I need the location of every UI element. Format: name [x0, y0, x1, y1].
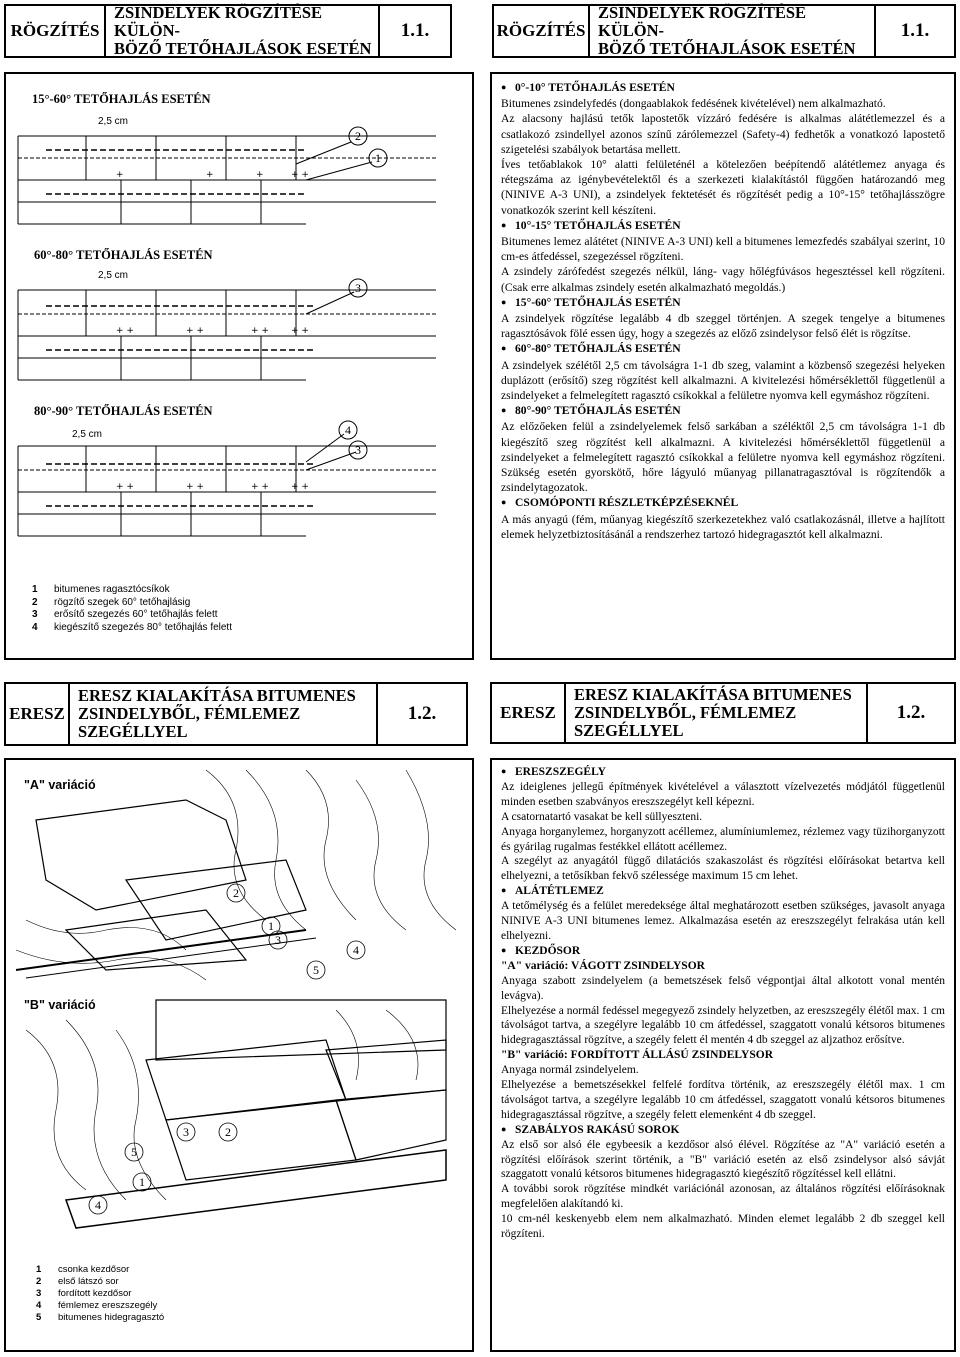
- svg-text:+ +: + +: [251, 482, 269, 492]
- paragraph: 10 cm-nél keskenyebb elem nem alkalmazható. Minden elemet legalább 2 db szeggel kell rögzíteni.: [501, 1213, 945, 1241]
- legend-item: 4 kiegészítő szegezés 80° tetőhajlás felett: [32, 621, 232, 633]
- section-heading: ● KEZDŐSOR: [501, 944, 581, 957]
- section-heading: ● 60°-80° TETŐHAJLÁS ESETÉN: [501, 342, 681, 356]
- wood-grain-a: [16, 770, 456, 980]
- section-heading: ● 0°-10° TETŐHAJLÁS ESETÉN: [501, 81, 675, 94]
- shingle-grid-2: [18, 290, 436, 380]
- paragraph: Az előzőeken felül a zsindelyelemek felső sarkában a széléktől 2,5 cm távolságra 1-1 db kiegészítő szeg rögzítést kell alkalmazni. A kivitelezési hőmérséklettől függetlenül a zsindelyeket a felmelegített ragasztó csíkokkal a felületre nyomva kell egymáshoz rögzíteni. Szükség esetén gyorskötő, hőre lágyuló műanyag pillanatragasztóval is rögzítendők a zsindelytagozatok.: [501, 420, 945, 495]
- paragraph: A zsindelyek szélétől 2,5 cm távolságra 1-1 db szeg, valamint a közbenső szegezési helyeken duplázott (erősítő) szeg rögzítést kell alkalmazni. A kivitelezési hőmérséklettől függetlenül a zsindelyeket a felmelegített ragasztó csíkokkal a felületre nyomva kell egymáshoz rögzíteni.: [501, 358, 945, 403]
- header-number: 1.1.: [400, 20, 430, 41]
- eaves-figure: [4, 758, 474, 1352]
- bottom-left-header: [4, 682, 468, 746]
- section-label-60-80: 60°-80° TETŐHAJLÁS ESETÉN: [34, 248, 213, 262]
- callout-3: 3: [355, 281, 361, 295]
- svg-text:+ +: + +: [116, 482, 134, 492]
- section-heading: ● CSOMÓPONTI RÉSZLETKÉPZÉSEKNÉL: [501, 496, 739, 510]
- section-heading: ● ERESZSZEGÉLY: [501, 766, 606, 778]
- svg-text:3: 3: [275, 933, 281, 947]
- paragraph: A más anyagú (fém, műanyag kiegészítő szerkezetekhez való csatlakozásnál, illetve a hajlított elemek helyzetbiztosításánál a rendszerhez tartozó hidegragasztót kell alkalmazni.: [501, 512, 945, 541]
- svg-text:+ +: + +: [291, 326, 309, 336]
- section-label-15-60: 15°-60° TETŐHAJLÁS ESETÉN: [32, 92, 211, 106]
- header-title: ZSINDELYEK RÖGZÍTÉSE KÜLÖN- BÖZŐ TETŐHAJLÁSOK ESETÉN: [590, 6, 876, 56]
- paragraph: Anyaga szabott zsindelyelem (a bemetszések felső végpontjai által alkotott vonal mentén levágva).: [501, 974, 945, 1002]
- dimension-label: 2,5 cm: [98, 270, 129, 281]
- paragraph: Elhelyezése a normál fedéssel megegyező zsindely helyzetben, az ereszszegély élétől max. 1 cm távolságot tartva, a szegélyre legalább 10 cm átfedéssel, szaggatott vonalú kétsoros bitumenes hidegragasztással rögzítve, a szegély felett él mentén 4 db szeggel az aljzathoz erősítve.: [501, 1004, 945, 1047]
- header-title: ZSINDELYEK RÖGZÍTÉSE KÜLÖN- BÖZŐ TETŐHAJLÁSOK ESETÉN: [106, 6, 380, 56]
- legend-item: 1 csonka kezdősor: [36, 1264, 130, 1275]
- eaves-drawing: [6, 760, 474, 1240]
- svg-text:4: 4: [353, 943, 359, 957]
- bullet-icon: ●: [501, 343, 507, 354]
- legend-item: 3 erősítő szegezés 60° tetőhajlás felett: [32, 609, 218, 620]
- bullet-icon: ●: [501, 497, 507, 508]
- shingle-grid-1: [18, 136, 436, 224]
- callout-4: 4: [345, 423, 351, 437]
- svg-text:+ +: + +: [251, 326, 269, 336]
- shingles-b: [66, 1000, 446, 1228]
- legend-item: 5 bitumenes hidegragasztó: [36, 1312, 165, 1323]
- shingles-a: [16, 800, 316, 978]
- paragraph: Elhelyezése a bemetszésekkel felfelé fordítva történik, az ereszszegély élétől max. 1 cm távolságot tartva, a szegélyre legalább 10 cm átfedéssel, szaggatott vonalú kétsoros bitumenes hidegragasztással rögzítve, a szegély felett elemenként 4 db szeggel.: [501, 1079, 945, 1121]
- bullet-icon: ●: [501, 296, 507, 307]
- top-right-header: [492, 4, 956, 58]
- paragraph: Bitumenes lemez alátétet (NINIVE A-3 UNI) kell a bitumenes lemezfedés szabályai szerint, 10 cm-es átfedéssel, szegezéssel rögzíteni.: [501, 235, 945, 264]
- legend-item: 2 rögzítő szegek 60° tetőhajlásig: [32, 596, 191, 608]
- top-text-panel: [490, 72, 956, 660]
- paragraph: A zsindelyek rögzítése legalább 4 db szeggel történjen. A szegek tengelye a bitumenes ragasztósávok fölé essen úgy, hogy a szegezés az előző zsindelysor felső élét is rögzítse.: [501, 312, 945, 341]
- paragraph: A további sorok rögzítése mindkét variációnál azonosan, az általános rögzítési előírásoknak megfelelően alakítandó ki.: [501, 1183, 945, 1211]
- paragraph: Bitumenes zsindelyfedés (dongaablakok fedésének kivételével) nem alkalmazható.: [501, 97, 886, 111]
- figure-legend: [36, 1264, 164, 1324]
- svg-text:2: 2: [225, 1125, 231, 1139]
- svg-text:+: +: [206, 170, 214, 180]
- bullet-icon: ●: [501, 766, 507, 776]
- paragraph: A szegélyt az anyagától függő dilatációs szakaszolást és rögzítési előírásokat betartva kell elhelyezni, a tetősíkban fekvő szélessége maximum 15 cm lehet.: [501, 855, 945, 883]
- variant-b-label: "B" variáció: [24, 998, 96, 1012]
- variant-a-label: "A" variáció: [24, 778, 96, 792]
- legend-item: 3 fordított kezdősor: [36, 1288, 132, 1299]
- paragraph: Anyaga horganylemez, horganyzott acéllemez, alumíniumlemez, rézlemez vagy tüzihorganyzott és gyárilag rugalmas festékkel ellátott acéllemez.: [501, 825, 945, 853]
- paragraph: Az alacsony hajlású tetők lapostetők vízzáró fedésére is alkalmas alátétlemezzel és a csatlakozó zsindellyel azonos színű zárólemezzel (Safety-4) fedhetők a vonatkozó lapostető szigetelési szabályok betartása mellett.: [501, 112, 945, 156]
- header-number: 1.2.: [896, 702, 926, 723]
- dimension-label: 2,5 cm: [98, 116, 129, 127]
- shingle-grid-3: [18, 446, 436, 536]
- paragraph: A zsindely zárófedést szegezés nélkül, láng- vagy hőlégfúvásos hegesztéssel kell rögzíteni. (Csak erre alkalmas zsindely esetén alkalmazható megoldás.): [501, 265, 945, 294]
- svg-text:+: +: [116, 170, 124, 180]
- section-heading: ● SZABÁLYOS RAKÁSÚ SOROK: [501, 1123, 680, 1136]
- bottom-right-header: [490, 682, 956, 744]
- wood-grain-b: [26, 1010, 418, 1200]
- paragraph: Az ideiglenes jellegű építmények kivételével a választott vízelvezetés módjától függetlenül minden esetben szabványos ereszszegélyt kell képezni.: [501, 780, 945, 808]
- paragraph: Anyaga normál zsindelyelem.: [501, 1064, 639, 1077]
- svg-text:2: 2: [233, 886, 239, 900]
- header-title: ERESZ KIALAKÍTÁSA BITUMENES ZSINDELYBŐL, FÉMLEMEZ SZEGÉLLYEL: [70, 684, 378, 744]
- svg-text:1: 1: [139, 1175, 145, 1189]
- section-heading: ● ALÁTÉTLEMEZ: [501, 885, 604, 898]
- bullet-icon: ●: [501, 405, 507, 416]
- legend-item: 2 első látszó sor: [36, 1276, 119, 1287]
- paragraph: A csatornatartó vasakat be kell süllyeszteni.: [501, 810, 703, 823]
- bullet-icon: ●: [501, 1123, 507, 1134]
- bottom-text-panel: [490, 758, 956, 1352]
- bullet-icon: ●: [501, 219, 507, 230]
- section-heading: ● 80°-90° TETŐHAJLÁS ESETÉN: [501, 404, 681, 418]
- header-label: ERESZ: [492, 684, 566, 742]
- header-title: ERESZ KIALAKÍTÁSA BITUMENES ZSINDELYBŐL, FÉMLEMEZ SZEGÉLLYEL: [566, 684, 868, 742]
- header-number: 1.1.: [900, 20, 930, 41]
- svg-text:4: 4: [95, 1198, 101, 1212]
- svg-text:+: +: [256, 170, 264, 180]
- header-number: 1.2.: [407, 703, 437, 724]
- bullet-icon: ●: [501, 885, 507, 896]
- header-label: RÖGZÍTÉS: [6, 6, 106, 56]
- svg-text:5: 5: [313, 963, 319, 977]
- figure-legend: [32, 584, 232, 634]
- header-label: RÖGZÍTÉS: [494, 6, 590, 56]
- bullet-icon: ●: [501, 82, 507, 92]
- callout-1: 1: [375, 151, 381, 165]
- svg-text:+ +: + +: [116, 326, 134, 336]
- subheading: "A" variáció: VÁGOTT ZSINDELYSOR: [501, 959, 705, 972]
- paragraph: Az első sor alsó éle egybeesik a kezdősor alsó élével. Rögzítése az "A" variáció esetén a rögzítési előírások szerint történik, a "B" variáció esetén az első zsindelysor alsó sávját szaggatott vonalú kétsoros bitumenes hidegragasztó kiegészítő rögzítéssel kell ellátni.: [501, 1138, 945, 1181]
- svg-text:+ +: + +: [186, 326, 204, 336]
- section-heading: ● 10°-15° TETŐHAJLÁS ESETÉN: [501, 218, 681, 232]
- paragraph: A tetőmélység és a felület meredeksége által meghatározott esetben szükséges, javasolt anyaga NINIVE A-3 UNI bitumenes lemez. Alkalmazása esetén az ereszszegélyt felrakása után kell elhelyezni.: [501, 900, 945, 942]
- svg-text:+ +: + +: [186, 482, 204, 492]
- callout-2: 2: [355, 129, 361, 143]
- svg-text:+ +: + +: [291, 482, 309, 492]
- header-label: ERESZ: [6, 684, 70, 744]
- svg-text:3: 3: [183, 1125, 189, 1139]
- callout-3: 3: [355, 443, 361, 457]
- subheading: "B" variáció: FORDÍTOTT ÁLLÁSÚ ZSINDELYSOR: [501, 1049, 774, 1062]
- dimension-label: 2,5 cm: [72, 429, 103, 440]
- paragraph: Íves tetőablakok 10° alatti felületénél a kötelezően beépítendő alátétlemez anyaga és rétegszáma az igénybevételektől és a szerkezeti kialakítástól függően határozandó meg (NINIVE A-3 UNI), a zsindelyek fektetését és rögzítését pedig a 10°-15° tetőhajlásszögre vonatkozók szerint kell készíteni.: [501, 158, 945, 217]
- svg-text:+ +: + +: [291, 170, 309, 180]
- legend-item: 1 bitumenes ragasztócsíkok: [32, 584, 170, 595]
- svg-text:5: 5: [131, 1145, 137, 1159]
- shingle-drawing: [6, 74, 474, 574]
- top-left-header: [4, 4, 452, 58]
- bullet-icon: ●: [501, 944, 507, 955]
- section-heading: ● 15°-60° TETŐHAJLÁS ESETÉN: [501, 295, 681, 309]
- legend-item: 4 fémlemez ereszszegély: [36, 1300, 158, 1311]
- svg-text:1: 1: [268, 919, 274, 933]
- shingle-nailing-figure: [4, 72, 474, 660]
- section-label-80-90: 80°-90° TETŐHAJLÁS ESETÉN: [34, 404, 213, 418]
